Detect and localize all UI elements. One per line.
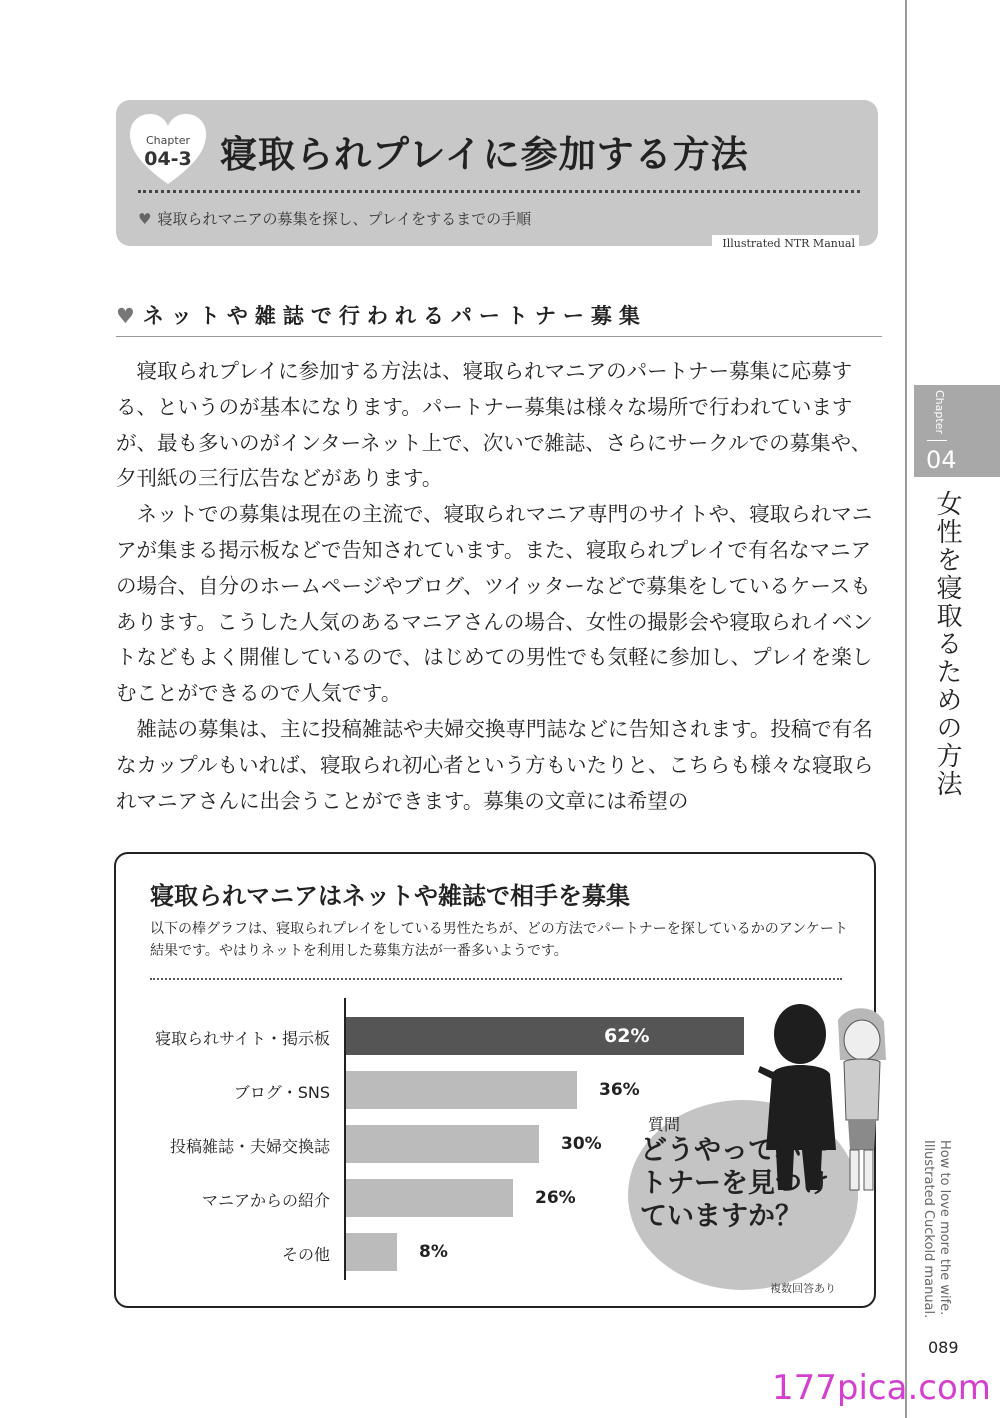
category-label: その他 xyxy=(281,1245,330,1264)
couple-illustration xyxy=(758,1000,888,1192)
chapter-label: Chapter xyxy=(146,134,190,147)
bar xyxy=(346,1017,744,1055)
chart-description: 以下の棒グラフは、寝取られプレイをしている男性たちが、どの方法でパートナーを探しているかのアンケート結果です。やはりネットを利用した募集方法が一番多いようです。 xyxy=(150,921,848,959)
value-label: 36% xyxy=(599,1080,640,1100)
side-chapter-label xyxy=(918,390,958,440)
bar xyxy=(346,1179,513,1217)
margin-rule xyxy=(905,0,907,1418)
section-heading xyxy=(116,300,647,330)
question-label: 質問 xyxy=(648,1115,681,1134)
category-label: マニアからの紹介 xyxy=(201,1191,330,1210)
paragraph: 雑誌の募集は、主に投稿雑誌や夫婦交換専門誌などに告知されます。投稿で有名なカップルもいれば、寝取られ初心者という方もいたりと、こちらも様々な寝取られマニアさんに出会うことができます。募集の文章には希望の xyxy=(116,716,874,813)
value-label: 62% xyxy=(604,1025,650,1047)
category-label: ブログ・SNS xyxy=(233,1083,330,1102)
category-label: 寝取られサイト・掲示板 xyxy=(155,1029,330,1048)
manual-tag: Illustrated NTR Manual xyxy=(712,235,859,252)
chart-note: 複数回答あり xyxy=(770,1282,836,1295)
value-label: 30% xyxy=(561,1134,602,1154)
side-english-line1: How to love more the wife. xyxy=(937,1140,952,1316)
side-english-text xyxy=(918,1140,962,1320)
bar xyxy=(346,1125,539,1163)
side-chapter-label-text: Chapter xyxy=(933,390,946,434)
side-chapter-title: 女性を寝取るための方法 xyxy=(932,490,962,798)
side-english-line2: Illustrated Cuckold manual. xyxy=(921,1140,936,1319)
dotted-divider xyxy=(150,978,842,980)
subtitle xyxy=(138,208,531,229)
subtitle-text: 寝取られマニアの募集を探し、プレイをするまでの手順 xyxy=(157,210,532,228)
bar xyxy=(346,1233,397,1271)
dotted-divider xyxy=(138,190,860,193)
body-text xyxy=(116,354,886,819)
side-chapter-number: 04 xyxy=(926,446,957,474)
heart-icon: ♥ xyxy=(116,304,135,328)
chapter-number: 04-3 xyxy=(144,148,192,170)
tab-divider xyxy=(927,440,947,441)
paragraph: 寝取られプレイに参加する方法は、寝取られマニアのパートナー募集に応募する、というのが基本になります。パートナー募集は様々な場所で行われていますが、最も多いのがインターネット上で、次いで雑誌、さらにサークルでの募集や、夕刊紙の三行広告などがあります。 xyxy=(116,359,872,491)
paragraph: ネットでの募集は現在の主流で、寝取られマニア専門のサイトや、寝取られマニアが集まる掲示板などで告知されています。また、寝取られプレイで有名なマニアの場合、自分のホームページやブログ、ツイッターなどで募集をしているケースもあります。こうした人気のあるマニアさんの場合、女性の撮影会や寝取られイベントなどもよく開催しているので、はじめての男性でも気軽に参加し、プレイを楽しむことができるので人気です。 xyxy=(116,502,873,706)
watermark: 177pica.com xyxy=(772,1368,991,1408)
page-number: 089 xyxy=(928,1338,959,1357)
category-label: 投稿雑誌・夫婦交換誌 xyxy=(169,1137,330,1156)
bar xyxy=(346,1071,577,1109)
value-label: 8% xyxy=(419,1242,448,1262)
value-label: 26% xyxy=(535,1188,576,1208)
section-heading-text: ネットや雑誌で行われるパートナー募集 xyxy=(142,304,647,328)
section-underline xyxy=(116,336,882,337)
question-text: どうやってパートナーを見つけていますか？ xyxy=(640,1135,829,1232)
page-title: 寝取られプレイに参加する方法 xyxy=(220,133,749,176)
heart-icon: ♥ xyxy=(138,210,152,228)
chart-title: 寝取られマニアはネットや雑誌で相手を募集 xyxy=(150,882,630,910)
